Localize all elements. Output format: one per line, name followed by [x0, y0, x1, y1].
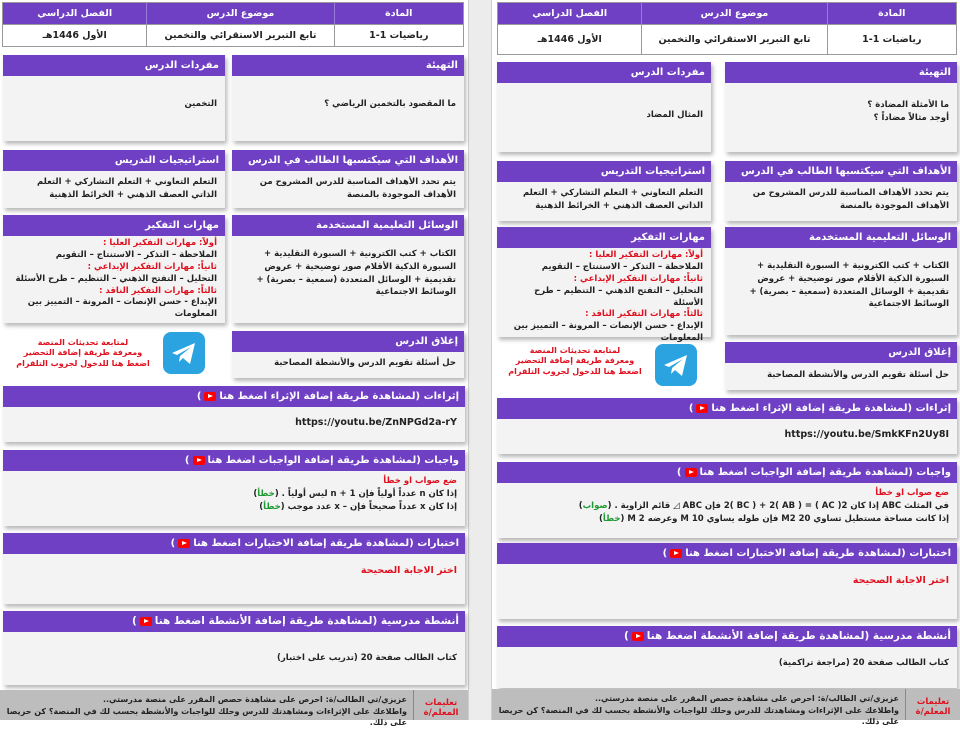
- activities-section: [497, 626, 957, 688]
- activities-title[interactable]: [497, 626, 957, 647]
- strategies-title: استراتيجيات التدريس: [3, 150, 225, 171]
- homework-title-close: ): [184, 455, 190, 466]
- warmup-text: ما المقصود بالتخمين الرياضي ؟: [324, 99, 456, 109]
- homework-body: [3, 471, 465, 520]
- youtube-icon[interactable]: [696, 404, 708, 413]
- telegram-notice-line3: اضغط هنا للدخول لجروب التلقرام: [508, 366, 642, 376]
- warmup-title: التهيئة: [725, 62, 957, 83]
- warmup-line2: أوجد مثالاً مضاداً ؟: [873, 112, 949, 123]
- semester-value: الأول 1446هـ: [498, 24, 641, 54]
- skills-critical-text: الإبداع - حسن الإنصات – المرونة – التمييز بين المعلومات: [27, 297, 217, 320]
- telegram-icon[interactable]: [163, 332, 205, 374]
- activities-text: كتاب الطالب صفحة 20 (مراجعة تراكمية): [778, 658, 949, 668]
- homework-question-2-end: ): [259, 502, 264, 513]
- instructions-line1: عزيزي/تي الطالب/ة: احرص على مشاهدة حصص المقرر على منصة مدرستي..: [594, 694, 899, 703]
- semester-header: الفصل الدراسي: [498, 3, 641, 24]
- activities-title-text: أنشطة مدرسية (لمشاهدة طريقة إضافة الأنشطة اضغط هنا: [646, 630, 951, 642]
- enrichment-title[interactable]: [497, 398, 957, 419]
- warmup-line1: ما الأمثلة المضادة ؟: [867, 100, 949, 110]
- subject-value: رياضيات 1-1: [334, 24, 463, 46]
- enrichment-title-text: إثراءات (لمشاهدة طريقة إضافة الإثراء اضغط هنا: [219, 391, 459, 402]
- homework-question-1: [11, 488, 457, 501]
- enrichment-title[interactable]: [3, 386, 465, 407]
- vocabulary-title: مفردات الدرس: [497, 62, 711, 83]
- strategies-title: استراتيجيات التدريس: [497, 161, 711, 182]
- telegram-icon[interactable]: [655, 344, 697, 386]
- lesson-info-table: [2, 2, 464, 47]
- warmup-title: التهيئة: [232, 55, 464, 76]
- teacher-instructions: [0, 690, 468, 728]
- enrichment-section: [3, 386, 465, 442]
- instructions-label: تعليمات المعلم/ة: [905, 689, 960, 720]
- homework-question-1-text: في المثلث ABC إذا كان 2( AC ) = 2( BC ) + 2( AB ) فإن ABC ◿ قائم الزاوية . (: [607, 501, 949, 512]
- strategies-text: التعلم التعاوني + التعلم التشاركي + التعلم الذاتي العصف الذهني + الخرائط الذهنية: [36, 177, 217, 200]
- telegram-notice-line3: اضغط هنا للدخول لجروب التلقرام: [16, 358, 150, 368]
- enrichment-link[interactable]: https://youtu.be/SmkKFn2Uy8I: [784, 429, 949, 440]
- tools-text: الكتاب + كتب الكترونية + السبورة التقليدية + السبورة الذكية الأقلام صور توضيحية + عروض تقديمية + الوسائل المتعددة (سمعية – بصرية) + الوسائط الاجتماعية: [256, 249, 456, 298]
- thinking-skills-body: [3, 236, 225, 326]
- homework-answer-2: خطأ: [263, 502, 281, 513]
- closing-text: حل أسئلة تقويم الدرس والأنشطة المصاحبة: [274, 358, 456, 368]
- homework-answer-1: خطأ: [257, 489, 275, 500]
- closing-title: إغلاق الدرس: [725, 342, 957, 363]
- enrichment-title-close: ): [196, 391, 202, 402]
- topic-value: تابع التبرير الاستقرائي والتخمين: [146, 24, 333, 46]
- tools-section: [232, 215, 464, 323]
- strategies-section: [497, 161, 711, 221]
- homework-question-2-end: ): [599, 514, 603, 525]
- tests-title-close: ): [662, 548, 668, 559]
- tests-title-text: اختبارات (لمشاهدة طريقة إضافة الاختبارات اضغط هنا: [193, 538, 459, 549]
- vocabulary-text: المثال المضاد: [646, 110, 703, 120]
- warmup-section: [232, 55, 464, 141]
- thinking-skills-body: [497, 248, 711, 350]
- homework-heading: ضع صواب او خطأ: [383, 476, 457, 486]
- homework-question-1: [505, 500, 949, 513]
- telegram-notice[interactable]: [500, 346, 650, 377]
- tests-title-text: اختبارات (لمشاهدة طريقة إضافة الاختبارات اضغط هنا: [685, 548, 951, 559]
- homework-question-1-end: ): [578, 501, 583, 512]
- goals-section: [232, 150, 464, 208]
- tools-text: الكتاب + كتب الكترونية + السبورة التقليدية + السبورة الذكية الأقلام صور توضيحية + عروض تقديمية + الوسائل المتعددة (سمعية – بصرية) + الوسائط الاجتماعية: [749, 261, 949, 310]
- tests-title[interactable]: [497, 543, 957, 564]
- homework-body: [497, 483, 957, 532]
- telegram-notice-line2: ومعرفة طريقة إضافة التحضير: [23, 348, 143, 358]
- homework-question-1-text: إذا كان n عدداً أولياً فإن 1 + n ليس أولياً . (: [274, 489, 457, 500]
- homework-heading: ضع صواب او خطأ: [875, 488, 949, 498]
- semester-value: الأول 1446هـ: [3, 24, 146, 46]
- right-page: [492, 0, 960, 727]
- enrichment-title-text: إثراءات (لمشاهدة طريقة إضافة الإثراء اضغط هنا: [711, 403, 951, 414]
- homework-title-close: ): [676, 467, 682, 478]
- youtube-icon[interactable]: [685, 468, 697, 477]
- homework-answer-1: صواب: [582, 501, 608, 512]
- teacher-instructions: [492, 689, 960, 727]
- youtube-icon[interactable]: [140, 617, 152, 626]
- tests-section: [3, 533, 465, 604]
- instructions-line1: عزيزي/تي الطالب/ة: احرص على مشاهدة حصص المقرر على منصة مدرستي..: [102, 695, 407, 704]
- skills-creative-text: التحليل – التفتح الذهني – التنظيم – طرح الأسئلة: [15, 273, 217, 284]
- tests-section: [497, 543, 957, 619]
- tests-title[interactable]: [3, 533, 465, 554]
- closing-section: [232, 331, 464, 378]
- skills-critical-text: الإبداع - حسن الإنصات – المرونة – التمييز بين المعلومات: [513, 321, 703, 344]
- thinking-skills-section: [497, 227, 711, 344]
- closing-text: حل أسئلة تقويم الدرس والأنشطة المصاحبة: [767, 370, 949, 380]
- thinking-skills-title: مهارات التفكير: [3, 215, 225, 236]
- instructions-label: تعليمات المعلم/ة: [413, 690, 468, 720]
- homework-question-1-end: ): [253, 489, 258, 500]
- enrichment-title-close: ): [688, 403, 694, 414]
- activities-title-close: ): [131, 615, 137, 627]
- left-page: [0, 0, 468, 728]
- youtube-icon[interactable]: [670, 549, 682, 558]
- warmup-section: [725, 62, 957, 152]
- activities-title[interactable]: [3, 611, 465, 632]
- homework-question-2-text: إذا كان x عدداً صحيحاً فإن – x عدد موجب (: [280, 502, 457, 513]
- subject-value: رياضيات 1-1: [827, 24, 956, 54]
- youtube-icon[interactable]: [204, 392, 216, 401]
- instructions-text: [0, 690, 413, 728]
- telegram-notice-line1: لمتابعة تحديثات المنصة: [37, 338, 129, 347]
- tools-title: الوسائل التعليمية المستخدمة: [725, 227, 957, 248]
- thinking-skills-section: [3, 215, 225, 323]
- goals-text: يتم تحدد الأهداف المناسبة للدرس المشروح من الأهداف الموجودة بالمنصة: [259, 177, 456, 200]
- goals-text: يتم تحدد الأهداف المناسبة للدرس المشروح من الأهداف الموجودة بالمنصة: [752, 188, 949, 211]
- skills-critical-heading: ثالثاً: مهارات التفكير الناقد :: [585, 309, 703, 320]
- homework-answer-2: خطأ: [602, 514, 621, 525]
- skills-higher-heading: أولاً: مهارات التفكير العليا :: [588, 250, 703, 260]
- subject-header: المادة: [827, 3, 956, 24]
- strategies-section: [3, 150, 225, 208]
- vocabulary-title: مفردات الدرس: [3, 55, 225, 76]
- homework-title-text: واجبات (لمشاهدة طريقة إضافة الواجبات اضغط هنا: [207, 455, 459, 466]
- skills-creative-heading: ثانياً: مهارات التفكير الإبداعي :: [573, 273, 703, 284]
- homework-section: [3, 450, 465, 526]
- enrichment-link[interactable]: https://youtu.be/ZnNPGd2a-rY: [295, 417, 457, 428]
- telegram-notice-line2: ومعرفة طريقة إضافة التحضير: [515, 356, 635, 366]
- skills-higher-heading: أولاً: مهارات التفكير العليا :: [102, 238, 217, 248]
- homework-title-text: واجبات (لمشاهدة طريقة إضافة الواجبات اضغط هنا: [699, 467, 951, 478]
- skills-creative-heading: ثانياً: مهارات التفكير الإبداعي :: [87, 261, 217, 272]
- tests-text: اختر الاجابة الصحيحة: [852, 575, 949, 586]
- homework-question-2-text: إذا كانت مساحة مستطيل تساوي M2 20 فإن طوله يساوي M 10 وعرضه M 2 (: [620, 514, 949, 525]
- youtube-icon[interactable]: [632, 632, 644, 641]
- activities-title-text: أنشطة مدرسية (لمشاهدة طريقة إضافة الأنشطة اضغط هنا: [154, 615, 459, 627]
- goals-section: [725, 161, 957, 221]
- instructions-line2: واطلاعك على الإثراءات ومشاهدتك للدرس وحلك للواجبات والأنشطة بحسب لك في المنصة؟ كن حريصا على ذلك.: [498, 705, 899, 727]
- closing-title: إغلاق الدرس: [232, 331, 464, 352]
- goals-title: الأهداف التي سيكتسبها الطالب في الدرس: [232, 150, 464, 171]
- instructions-text: [492, 689, 905, 727]
- topic-header: موضوع الدرس: [146, 3, 333, 24]
- goals-title: الأهداف التي سيكتسبها الطالب في الدرس: [725, 161, 957, 182]
- skills-creative-text: التحليل – التفتح الذهني – التنظيم – طرح الأسئلة: [534, 285, 703, 308]
- vocabulary-section: [3, 55, 225, 141]
- homework-title[interactable]: [3, 450, 465, 471]
- strategies-text: التعلم التعاوني + التعلم التشاركي + التعلم الذاتي العصف الذهني + الخرائط الذهنية: [522, 188, 703, 211]
- activities-text: كتاب الطالب صفحة 20 (تدريب على اختبار): [276, 653, 457, 663]
- homework-question-2: [505, 513, 949, 526]
- tests-text: اختر الاجابة الصحيحة: [360, 565, 457, 576]
- enrichment-section: [497, 398, 957, 454]
- semester-header: الفصل الدراسي: [3, 3, 146, 24]
- tests-title-close: ): [170, 538, 176, 549]
- youtube-icon[interactable]: [178, 539, 190, 548]
- homework-question-2: [11, 501, 457, 514]
- youtube-icon[interactable]: [193, 456, 205, 465]
- telegram-notice[interactable]: [8, 338, 158, 369]
- thinking-skills-title: مهارات التفكير: [497, 227, 711, 248]
- warmup-body: [725, 83, 957, 130]
- page-gutter: [468, 0, 492, 720]
- skills-critical-heading: ثالثاً: مهارات التفكير الناقد :: [99, 285, 217, 296]
- skills-higher-text: الملاحظة – التذكر – الاستنتاج – التقويم: [541, 261, 703, 272]
- closing-section: [725, 342, 957, 390]
- topic-value: تابع التبرير الاستقرائي والتخمين: [641, 24, 826, 54]
- vocabulary-section: [497, 62, 711, 152]
- subject-header: المادة: [334, 3, 463, 24]
- instructions-line2: واطلاعك على الإثراءات ومشاهدتك للدرس وحلك للواجبات والأنشطة بحسب لك في المنصة؟ كن حريصا على ذلك.: [6, 706, 407, 728]
- tools-section: [725, 227, 957, 335]
- homework-title[interactable]: [497, 462, 957, 483]
- activities-section: [3, 611, 465, 685]
- vocabulary-text: التخمين: [184, 99, 217, 109]
- homework-section: [497, 462, 957, 538]
- topic-header: موضوع الدرس: [641, 3, 826, 24]
- telegram-notice-line1: لمتابعة تحديثات المنصة: [529, 346, 621, 355]
- skills-higher-text: الملاحظة – التذكر – الاستنتاج – التقويم: [55, 249, 217, 260]
- activities-title-close: ): [623, 630, 629, 642]
- lesson-info-table: [497, 2, 957, 55]
- tools-title: الوسائل التعليمية المستخدمة: [232, 215, 464, 236]
